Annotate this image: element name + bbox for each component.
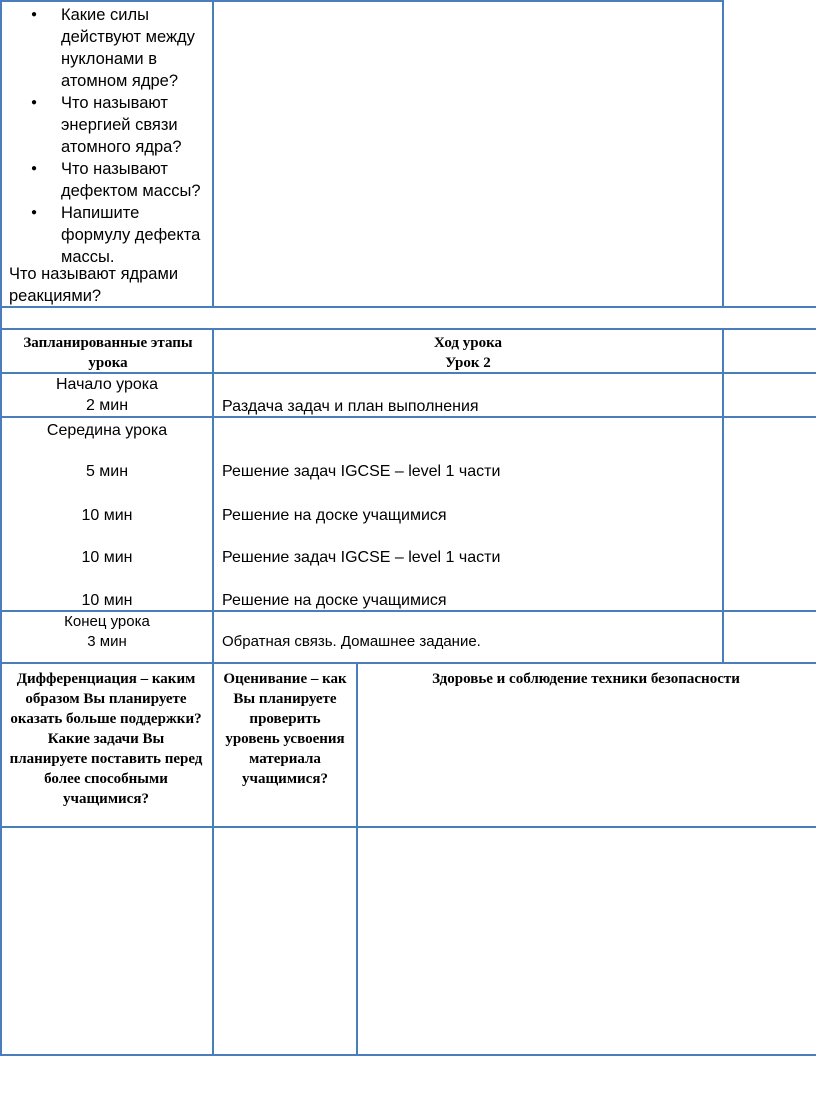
- end-activity: Обратная связь. Домашнее задание.: [222, 633, 481, 650]
- middle-time: 5 мин: [85, 463, 129, 480]
- questions-cell: [0, 0, 212, 306]
- divider: [0, 662, 816, 664]
- divider: [722, 328, 724, 662]
- start-activity: Раздача задач и план выполнения: [222, 398, 479, 415]
- divider: [212, 0, 214, 306]
- middle-activity: Решение на доске учащимися: [222, 507, 447, 524]
- end-time: 3 мин: [87, 633, 127, 650]
- differentiation-header: Дифференциация – каким образом Вы планируете оказать больше поддержки? Какие задачи Вы планируете поставить перед более способными учащимися?: [9, 671, 203, 807]
- question-trailing: Что называют ядрами реакциями?: [9, 265, 179, 305]
- middle-activity: Решение задач IGCSE – level 1 части: [222, 463, 501, 480]
- questions-list: [0, 4, 206, 268]
- start-time: 2 мин: [85, 397, 129, 414]
- start-label: Начало урока: [55, 376, 159, 393]
- divider: [0, 328, 816, 330]
- middle-label: Середина урока: [46, 422, 168, 439]
- middle-activity: Решение задач IGCSE – level 1 части: [222, 549, 501, 566]
- divider: [722, 0, 724, 306]
- course-header: Ход урока: [433, 335, 503, 351]
- middle-time: 10 мин: [81, 549, 133, 566]
- question-item: ● Что называют дефектом массы?: [0, 158, 206, 202]
- safety-cell: [358, 828, 816, 1054]
- differentiation-cell: [2, 828, 212, 1054]
- divider: [0, 1054, 816, 1056]
- question-item: ● Какие силы действуют между нуклонами в атомном ядре?: [0, 4, 206, 92]
- middle-time: 10 мин: [81, 507, 133, 524]
- safety-header: Здоровье и соблюдение техники безопасности: [432, 671, 740, 687]
- lesson-number: Урок 2: [445, 355, 491, 371]
- question-item: ● Напишите формулу дефекта массы.: [0, 202, 206, 268]
- stages-header: Запланированные этапы урока: [23, 335, 193, 371]
- assessment-header: Оценивание – как Вы планируете проверить уровень усвоения материала учащимися?: [223, 671, 347, 787]
- end-label: Конец урока: [64, 613, 150, 630]
- assessment-cell: [214, 828, 356, 1054]
- question-item: ● Что называют энергией связи атомного ядра?: [0, 92, 206, 158]
- middle-time: 10 мин: [81, 592, 133, 609]
- middle-activity: Решение на доске учащимися: [222, 592, 447, 609]
